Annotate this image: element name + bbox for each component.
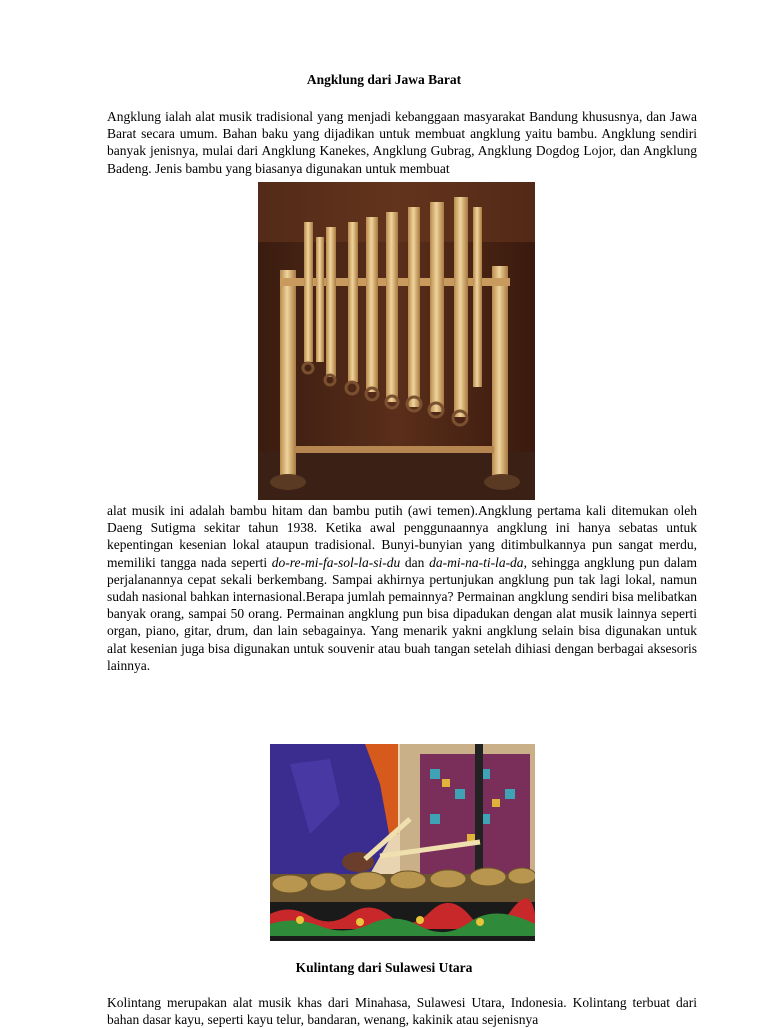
paragraph-angklung-history-part-b: , sehingga angklung pun dalam perjalanannya cepat sekali berkembang. Sampai akhirnya pertunjukan angklung pun tak lagi lokal, namun sudah nasional bahkan internasional.Berapa jumlah pemainnya? Permainan angklung sendiri bisa melibatkan banyak orang, sampai 50 orang. Permainan angklung pun bisa dipadukan dengan alat musik lainnya seperti organ, piano, gitar, drum, dan lain sebagainya. Yang menarik yakni angklung selain bisa digunakan untuk alat kesenian juga bisa digunakan untuk souvenir atau buah tangan setelah dihiasi dengan berbagai aksesoris lainnya. xyxy=(107,554,697,673)
paragraph-angklung-history-part-a: alat musik ini adalah bambu hitam dan bambu putih (awi temen).Angklung pertama kali ditemukan oleh Daeng Sutigma sekitar tahun 1938. Ketika awal penggunaannya angklung ini hanya sebatas untuk kepentingan kesenian lokal ataupun tradisional. Bunyi-bunyian yang ditimbulkannya pun sangat merdu, memiliki tangga nada seperti xyxy=(107,503,697,570)
scale-da-mi-na: da-mi-na-ti-la-da xyxy=(429,554,524,570)
conjunction-text: dan xyxy=(400,554,430,570)
section-title-kulintang: Kulintang dari Sulawesi Utara xyxy=(295,960,473,975)
paragraph-angklung-intro: Angklung ialah alat musik tradisional yang menjadi kebanggaan masyarakat Bandung khususnya, dan Jawa Barat secara umum. Bahan baku yang dijadikan untuk membuat angklung yaitu bambu. Angklung sendiri banyak jenisnya, mulai dari Angklung Kanekes, Angklung Gubrag, Angklung Dogdog Lojor, dan Angklung Badeng. Jenis bambu yang biasanya digunakan untuk membuat xyxy=(107,109,697,176)
angklung-photo xyxy=(258,182,535,500)
scale-do-re-mi: do-re-mi-fa-sol-la-si-du xyxy=(271,554,401,570)
paragraph-angklung-history xyxy=(107,502,697,674)
kulintang-photo xyxy=(270,744,535,941)
section-title-angklung: Angklung dari Jawa Barat xyxy=(306,72,462,87)
paragraph-kulintang-intro: Kolintang merupakan alat musik khas dari Minahasa, Sulawesi Utara, Indonesia. Kolintang terbuat dari bahan dasar kayu, seperti kayu telur, bandaran, wenang, kakinik atau sejenisnya xyxy=(107,995,697,1028)
